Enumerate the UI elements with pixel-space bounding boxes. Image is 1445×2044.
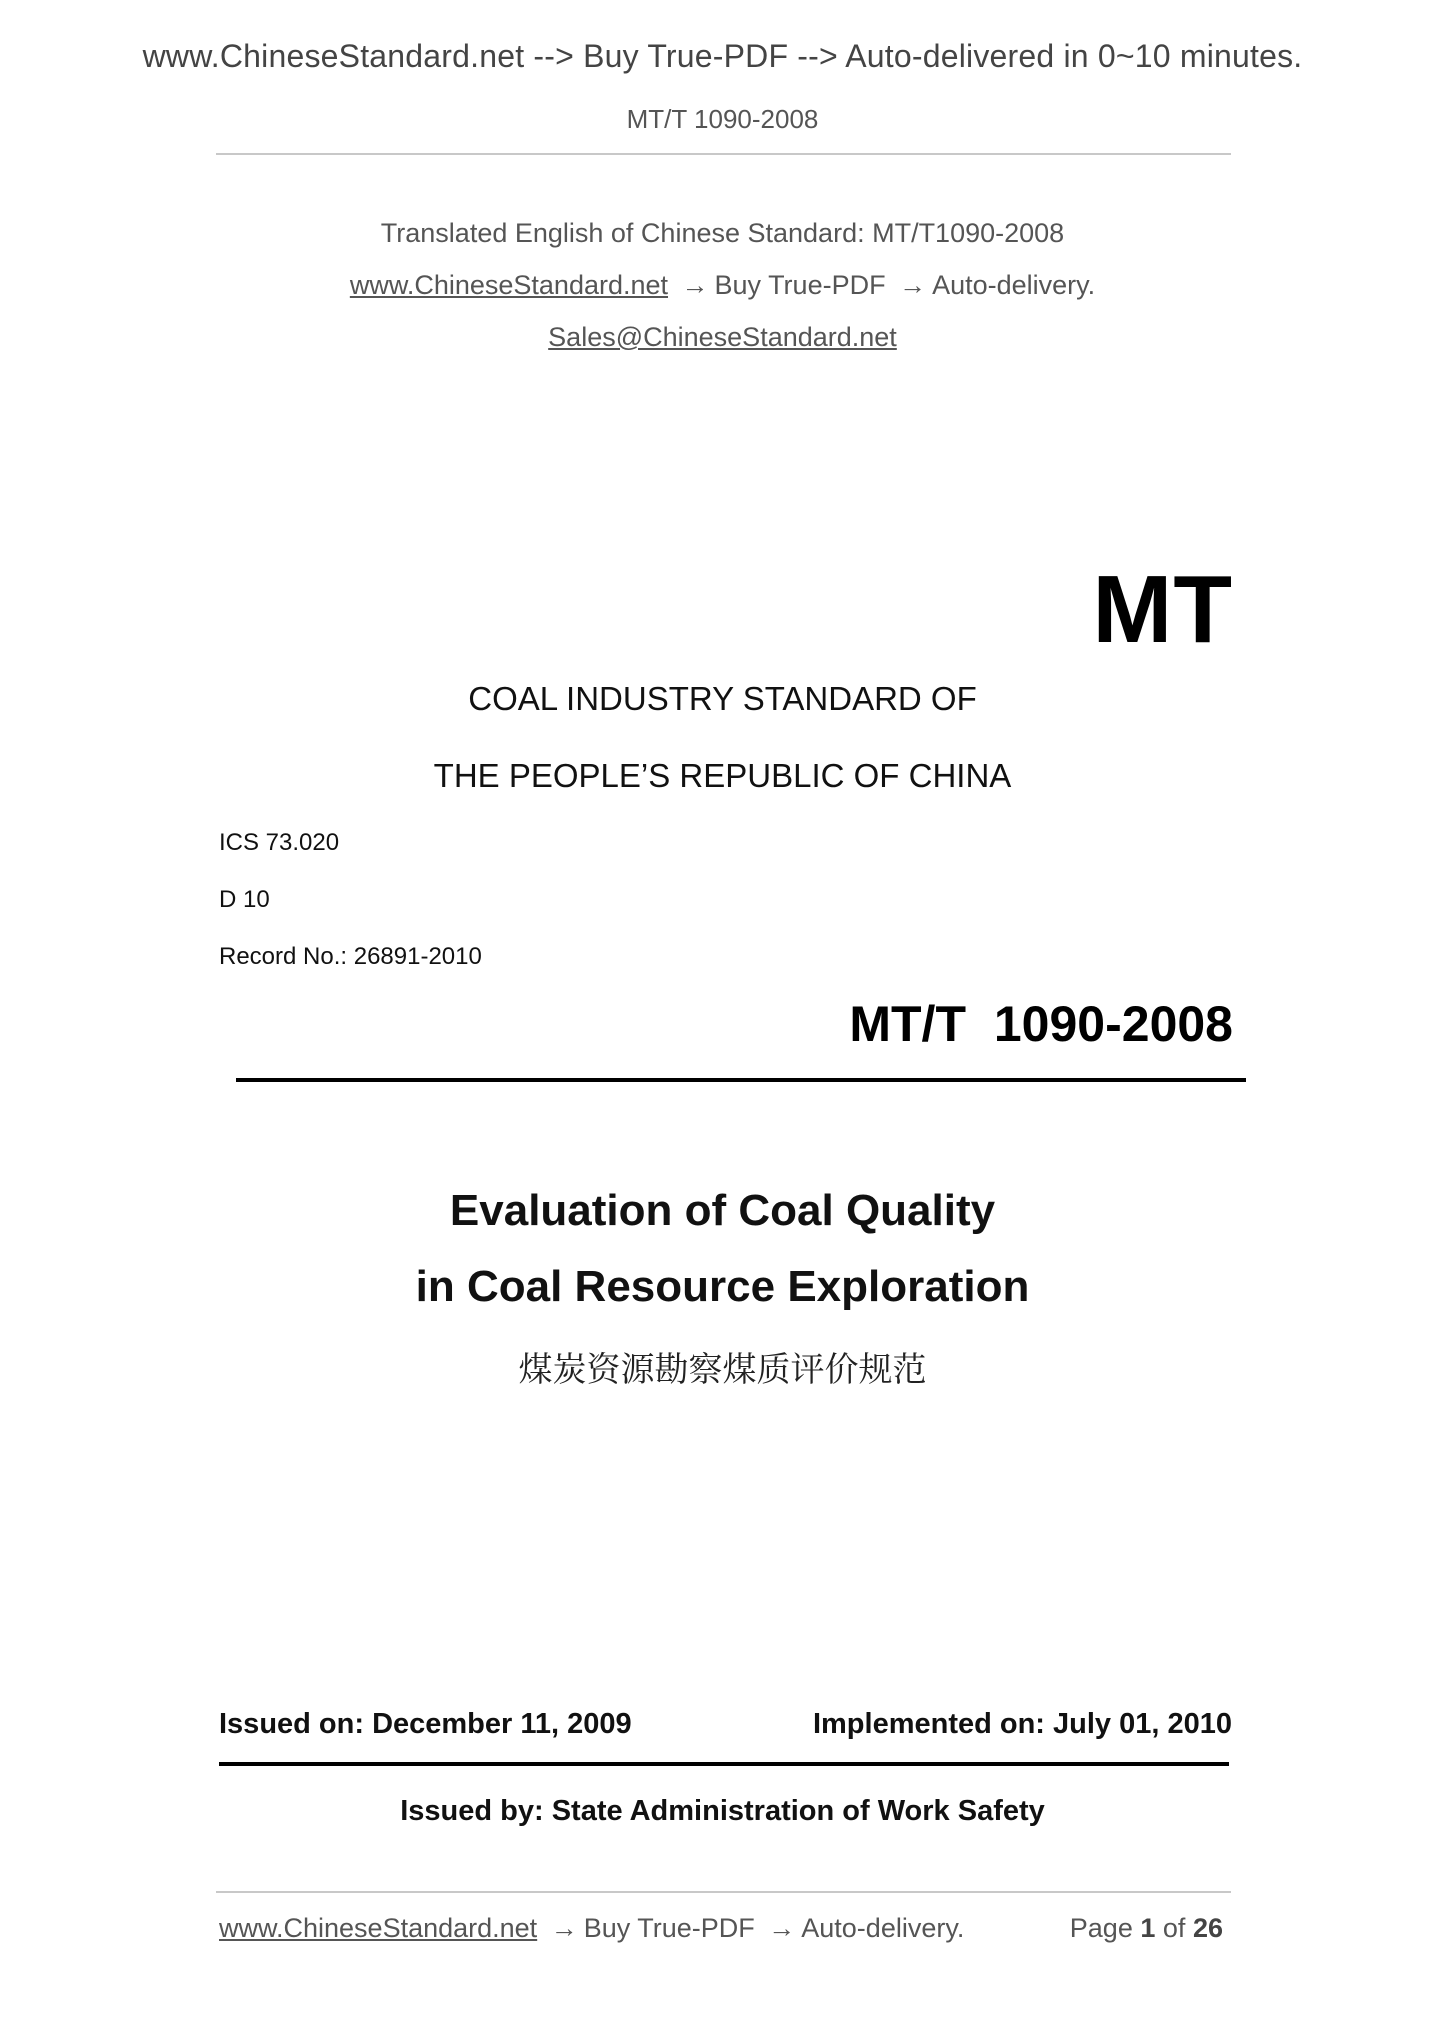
ics-code: ICS 73.020 [219,829,340,856]
document-title-line2: in Coal Resource Exploration [415,1262,1030,1311]
issuing-authority: Issued by: State Administration of Work Safety [400,1795,1045,1827]
sales-email-link[interactable]: Sales@ChineseStandard.net [548,322,897,352]
classification-code: D 10 [219,886,270,913]
auto-delivery-text: Auto-delivery. [932,270,1096,300]
page-indicator [1070,1913,1223,1944]
header-banner: www.ChineseStandard.net --> Buy True-PDF --> Auto-delivered in 0~10 minutes. [142,38,1303,74]
page-label: Page [1069,1913,1133,1943]
mt-logo: MT [1092,556,1233,663]
footer-buy-text: Buy True-PDF [583,1913,755,1943]
footer-auto-delivery-text: Auto-delivery. [801,1913,965,1943]
arrow-right-icon: → [681,270,709,300]
footer-site-link[interactable]: www.ChineseStandard.net [219,1913,538,1943]
footer-divider [216,1891,1231,1893]
record-number: Record No.: 26891-2010 [219,943,482,970]
dates-divider [219,1762,1229,1766]
translated-note: Translated English of Chinese Standard: MT/T1090-2008 [380,218,1065,248]
header-divider [216,153,1231,155]
arrow-right-icon: → [899,270,927,300]
issued-on-date: Issued on: December 11, 2009 [219,1708,632,1740]
page-total: 26 [1192,1913,1223,1943]
arrow-right-icon: → [550,1913,578,1943]
of-label: of [1162,1913,1186,1943]
implemented-on-date: Implemented on: July 01, 2010 [812,1708,1232,1740]
industry-heading-line1: COAL INDUSTRY STANDARD OF [468,680,977,717]
standard-number: MT/T 1090-2008 [849,996,1233,1052]
buy-text: Buy True-PDF [714,270,886,300]
arrow-right-icon: → [768,1913,796,1943]
standard-divider [236,1078,1246,1082]
document-title-chinese: 煤炭资源勘察煤质评价规范 [518,1350,927,1390]
industry-heading-line2: THE PEOPLE’S REPUBLIC OF CHINA [433,757,1012,794]
purchase-line [0,270,1445,301]
footer-purchase-line [219,1913,964,1944]
page-current: 1 [1140,1913,1156,1943]
site-link[interactable]: www.ChineseStandard.net [349,270,669,300]
header-standard-code: MT/T 1090-2008 [626,104,819,134]
document-title-line1: Evaluation of Coal Quality [449,1186,996,1235]
email-line [0,322,1445,353]
